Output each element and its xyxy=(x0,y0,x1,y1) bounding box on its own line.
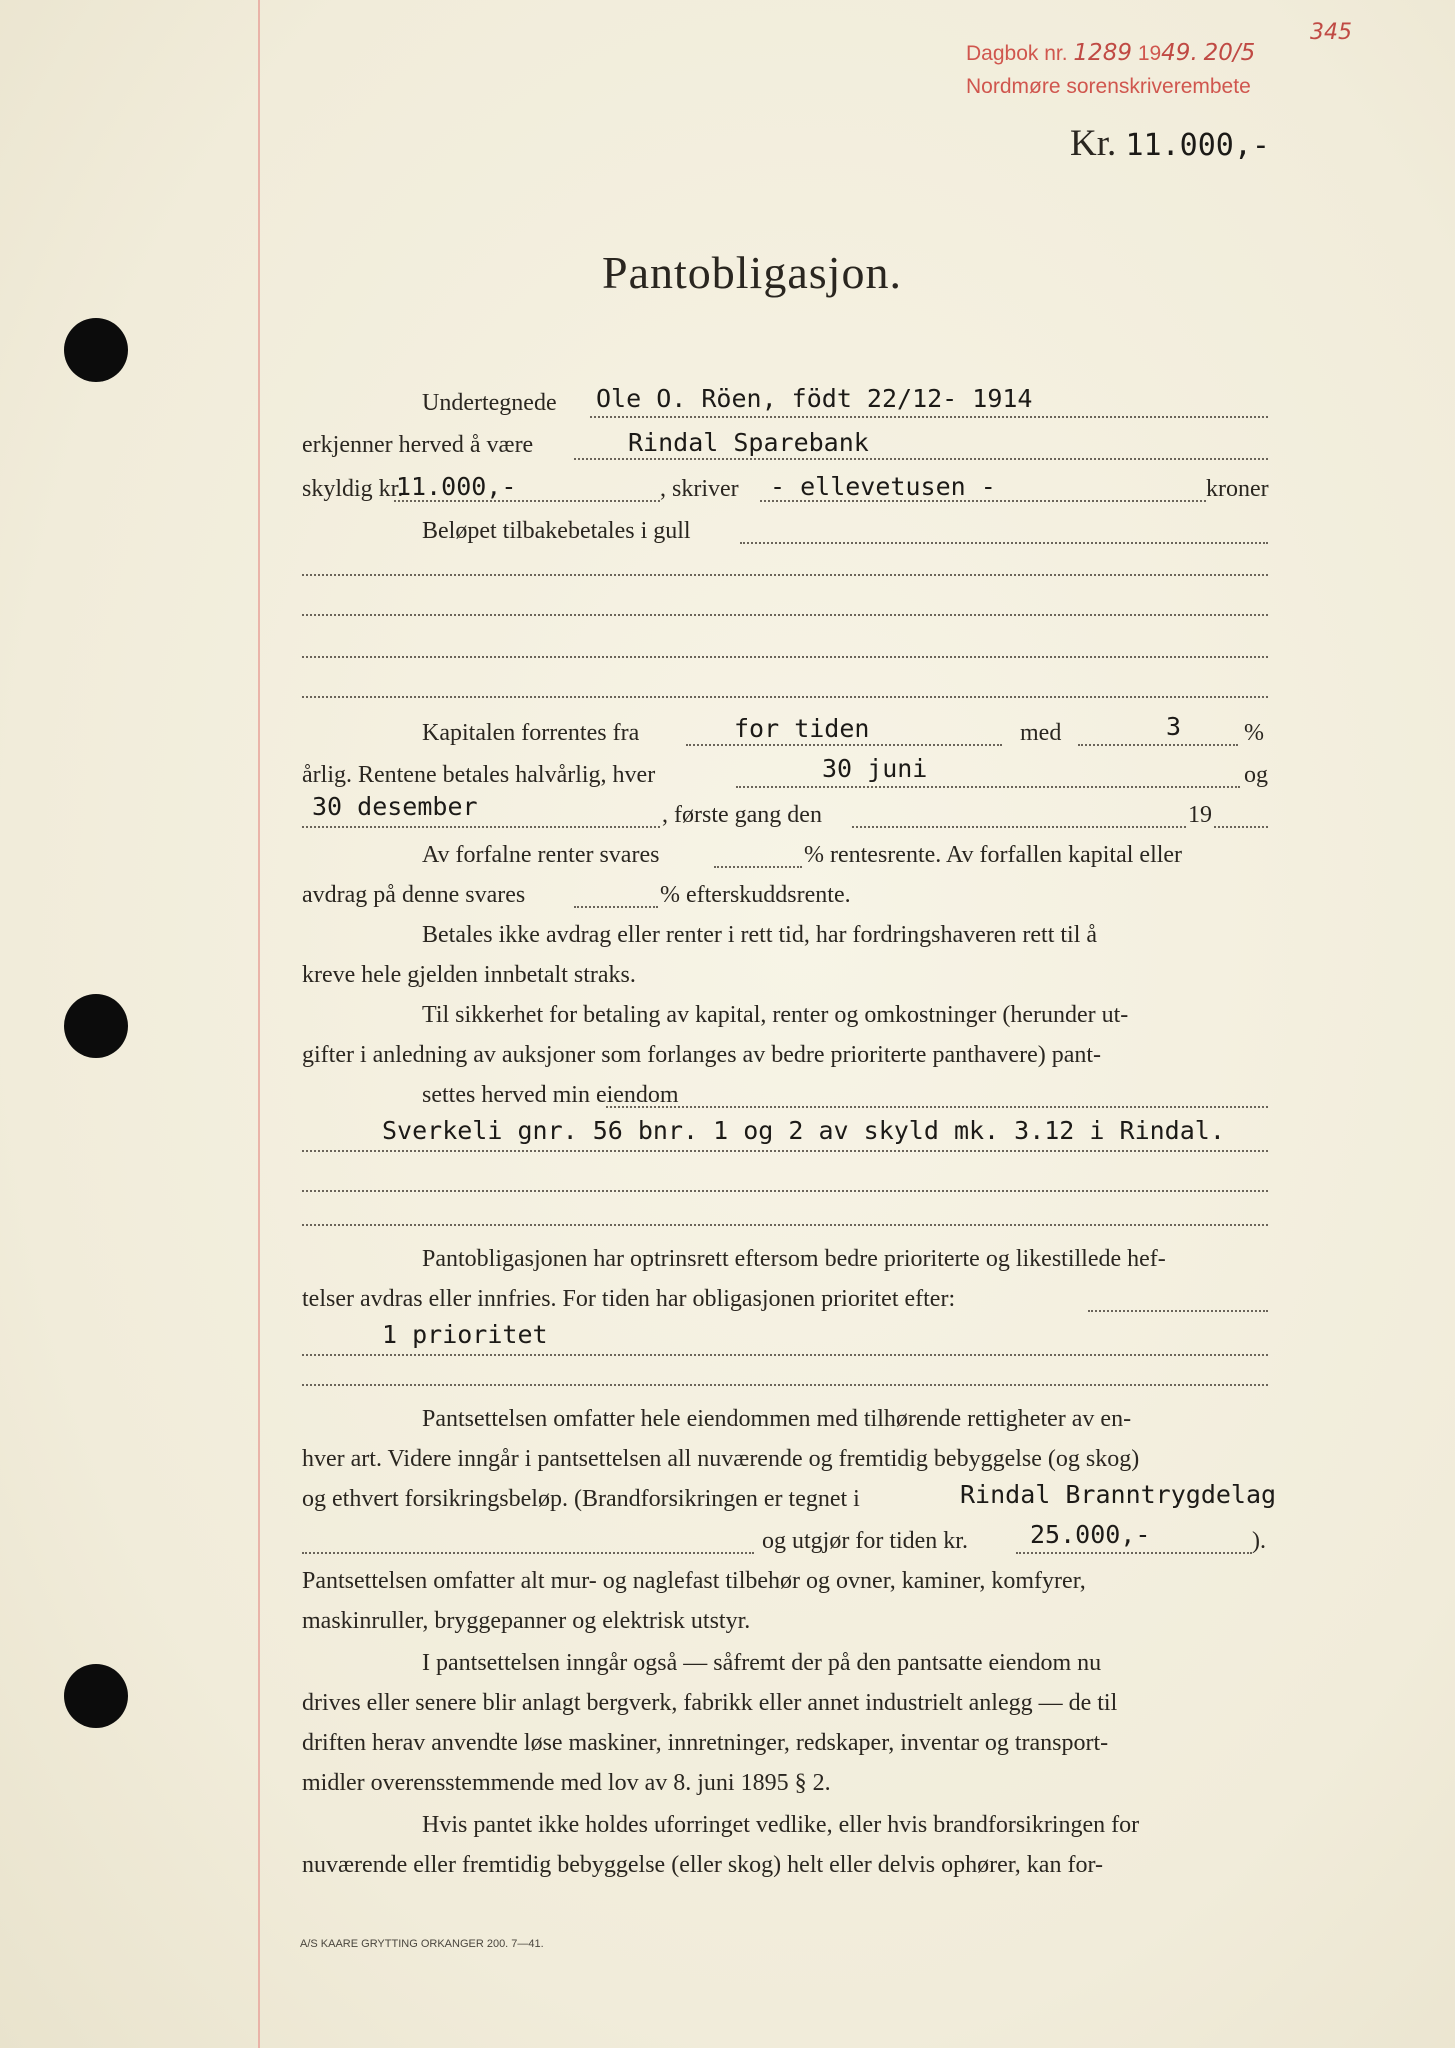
registry-stamp-office: Nordmøre sorenskriverembete xyxy=(966,75,1251,98)
skriver-label: , skriver xyxy=(660,476,739,502)
dotted-line xyxy=(302,1150,1268,1152)
dotted-line xyxy=(574,906,658,908)
dotted-line xyxy=(1088,1310,1268,1312)
paragraph-line: og ethvert forsikringsbeløp. (Brandforsikringen er tegnet i xyxy=(302,1486,860,1512)
priority-value: 1 prioritet xyxy=(382,1320,548,1349)
erkjenner-label: erkjenner herved å være xyxy=(302,432,534,458)
insured-value: 25.000,- xyxy=(1030,1520,1151,1549)
amount-in-words: - ellevetusen - xyxy=(770,472,996,501)
paragraph-line: telser avdras eller innfries. For tiden har obligasjonen prioritet efter: xyxy=(302,1286,956,1312)
efterskudd-label: % efterskuddsrente. xyxy=(660,882,851,908)
forfalne-label: Av forfalne renter svares xyxy=(422,842,660,868)
dotted-line xyxy=(302,1384,1268,1386)
dotted-line xyxy=(302,1552,754,1554)
printer-imprint: A/S KAARE GRYTTING ORKANGER 200. 7—41. xyxy=(300,1938,544,1950)
dotted-line xyxy=(302,1224,1268,1226)
percent-sign: % xyxy=(1244,720,1264,746)
dotted-line xyxy=(714,866,802,868)
paragraph-line: kreve hele gjelden innbetalt straks. xyxy=(302,962,636,988)
year-19: 19 xyxy=(1188,802,1212,828)
og-label: og xyxy=(1244,762,1268,788)
insurer-name: Rindal Branntrygdelag xyxy=(960,1480,1277,1509)
paragraph-line: Pantsettelsen omfatter hele eiendommen med tilhørende rettigheter av en- xyxy=(422,1406,1132,1432)
dotted-line xyxy=(736,786,1240,788)
paragraph-line: Pantobligasjonen har optrinsrett eftersom bedre prioriterte og likestillede hef- xyxy=(422,1246,1166,1272)
paragraph-line: Hvis pantet ikke holdes uforringet vedlike, eller hvis brandforsikringen for xyxy=(422,1812,1140,1838)
document-title: Pantobligasjon. xyxy=(602,247,902,298)
interest-term-1: 30 juni xyxy=(822,754,928,783)
dotted-line xyxy=(302,656,1268,658)
kroner-label: kroner xyxy=(1206,476,1269,502)
med-label: med xyxy=(1020,720,1062,746)
kapitalen-label: Kapitalen forrentes fra xyxy=(422,720,640,746)
paragraph-line: gifter i anledning av auksjoner som forlanges av bedre prioriterte panthavere) pant- xyxy=(302,1042,1102,1068)
interest-from: for tiden xyxy=(734,714,870,743)
dotted-line xyxy=(302,696,1268,698)
creditor-name: Rindal Sparebank xyxy=(628,428,869,457)
paragraph-line: maskinruller, bryggepanner og elektrisk utstyr. xyxy=(302,1608,751,1634)
arlig-label: årlig. Rentene betales halvårlig, hver xyxy=(302,762,656,788)
dotted-line xyxy=(302,614,1268,616)
punch-hole-icon xyxy=(64,994,128,1058)
dotted-line xyxy=(302,574,1268,576)
dotted-line xyxy=(740,542,1268,544)
registry-stamp-line1: Dagbok nr. 1289 1949. 20/5 xyxy=(966,40,1256,66)
paragraph-line: driften herav anvendte løse maskiner, innretninger, redskaper, inventar og transport- xyxy=(302,1730,1109,1756)
rentesrente-label: % rentesrente. Av forfallen kapital eller xyxy=(804,842,1183,868)
dotted-line xyxy=(606,1106,1268,1108)
dotted-line xyxy=(574,458,1268,460)
paragraph-line: midler overensstemmende med lov av 8. juni 1895 § 2. xyxy=(302,1770,831,1796)
dotted-line xyxy=(302,1190,1268,1192)
paragraph-line: hver art. Videre inngår i pantsettelsen all nuværende og fremtidig bebyggelse (og skog) xyxy=(302,1446,1140,1472)
amount-header: Kr. 11.000,- xyxy=(1070,123,1270,164)
belopet-label: Beløpet tilbakebetales i gull xyxy=(422,518,691,544)
margin-line xyxy=(258,0,260,2048)
interest-rate: 3 xyxy=(1166,712,1182,741)
interest-term-2: 30 desember xyxy=(312,792,478,821)
dotted-line xyxy=(1016,1552,1252,1554)
paragraph-line: Betales ikke avdrag eller renter i rett tid, har fordringshaveren rett til å xyxy=(422,922,1098,948)
debt-amount: 11.000,- xyxy=(396,472,517,501)
dotted-line xyxy=(394,500,660,502)
skyldig-label: skyldig kr. xyxy=(302,476,404,502)
dotted-line xyxy=(686,744,1002,746)
punch-hole-icon xyxy=(64,1664,128,1728)
paragraph-line: I pantsettelsen inngår også — såfremt der på den pantsatte eiendom nu xyxy=(422,1650,1102,1676)
paragraph-line: settes herved min eiendom xyxy=(422,1082,679,1108)
debtor-name: Ole O. Röen, födt 22/12- 1914 xyxy=(596,384,1033,413)
dotted-line xyxy=(302,1354,1268,1356)
utgjor-label: og utgjør for tiden kr. xyxy=(762,1528,968,1554)
avdrag-label: avdrag på denne svares xyxy=(302,882,526,908)
page-number: 345 xyxy=(1310,20,1352,45)
forste-label: , første gang den xyxy=(662,802,822,828)
paragraph-line: drives eller senere blir anlagt bergverk, fabrikk eller annet industrielt anlegg — de til xyxy=(302,1690,1118,1716)
close-paren: ). xyxy=(1252,1528,1266,1554)
paragraph-line: Pantsettelsen omfatter alt mur- og naglefast tilbehør og ovner, kaminer, komfyrer, xyxy=(302,1568,1086,1594)
paragraph-line: nuværende eller fremtidig bebyggelse (eller skog) helt eller delvis ophører, kan for- xyxy=(302,1852,1103,1878)
property-description: Sverkeli gnr. 56 bnr. 1 og 2 av skyld mk. 3.12 i Rindal. xyxy=(382,1116,1225,1145)
dotted-line xyxy=(302,826,660,828)
dotted-line xyxy=(590,416,1268,418)
dotted-line xyxy=(1214,826,1268,828)
punch-hole-icon xyxy=(64,318,128,382)
dotted-line xyxy=(760,500,1206,502)
paragraph-line: Til sikkerhet for betaling av kapital, renter og omkostninger (herunder ut- xyxy=(422,1002,1129,1028)
dotted-line xyxy=(1078,744,1238,746)
dotted-line xyxy=(852,826,1186,828)
undertegnede-label: Undertegnede xyxy=(422,390,557,416)
